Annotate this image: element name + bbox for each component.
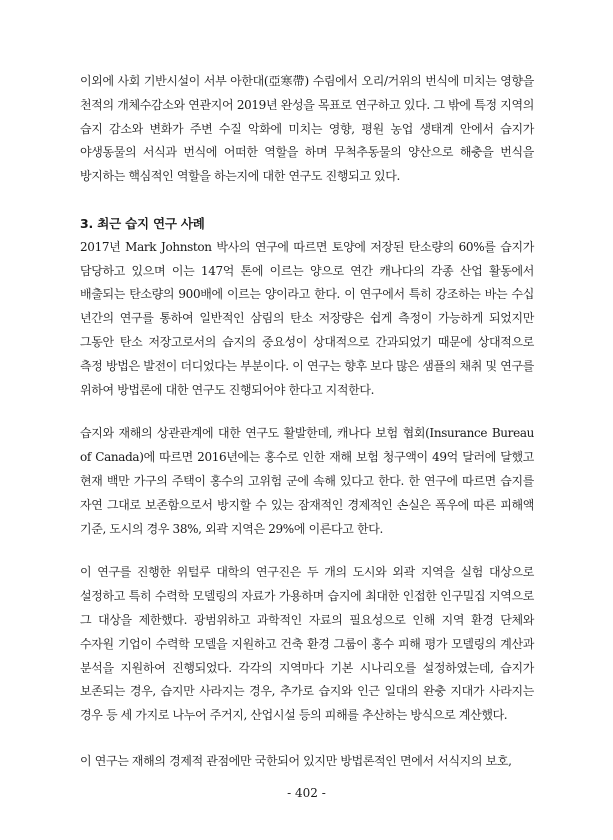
paragraph-flood-insurance: 습지와 재해의 상관관계에 대한 연구도 활발한데, 캐나다 보험 협회(Insurance Bureau of Canada)에 따르면 2016년에는 홍수로 인한 재해 보험 청구액이 49억 달러에 달했고 현재 백만 가구의 주택이 홍수의 고위험 군에 속해 있다고 한다. 한 연구에 따르면 습지를 자연 그대로 보존함으로서 방지할 수 있는 잠재적인 경제적인 손실은 폭우에 따른 피해액 기준, 도시의 경우 38%, 외곽 지역은 29%에 이른다고 한다. [80, 426, 534, 536]
paragraph-waterloo-study: 이 연구를 진행한 위털루 대학의 연구진은 두 개의 도시와 외곽 지역을 실험 대상으로 설정하고 특히 수력학 모델링의 자료가 가용하며 습지에 최대한 인접한 인구밀집 지역으로 그 대상을 제한했다. 광범위하고 과학적인 자료의 필요성으로 인해 지역 환경 단체와 수자원 기업이 수력학 모델을 지원하고 건축 환경 그룹이 홍수 피해 평가 모델링의 계산과 분석을 지원하여 진행되었다. 각각의 지역마다 기본 시나리오를 설정하였는데, 습지가 보존되는 경우, 습지만 사라지는 경우, 추가로 습지와 인근 일대의 완충 지대가 사라지는 경우 등 세 가지로 나누어 주거지, 산업시설 등의 피해를 추산하는 방식으로 계산했다. [80, 565, 534, 723]
page-number: - 402 - [287, 786, 326, 800]
paragraph-carbon-storage: 2017년 Mark Johnston 박사의 연구에 따르면 토양에 저장된 탄소량의 60%를 습지가 담당하고 있으며 이는 147억 톤에 이르는 양으로 연간 캐나다의 각종 산업 활동에서 배출되는 탄소량의 900배에 이르는 양이라고 한다. 이 연구에서 특히 강조하는 바는 수십 년간의 연구를 통하여 일반적인 삼림의 탄소 저장량은 쉽게 측정이 가능하게 되었지만 그동안 탄소 저장고로서의 습지의 중요성이 상대적으로 간과되었기 때문에 상대적으로 측정 방법은 발전이 더디었다는 부분이다. 이 연구는 향후 보다 많은 샘플의 채취 및 연구를 위하여 방법론에 대한 연구도 진행되어야 한다고 지적한다. [80, 239, 534, 397]
paragraph-methodology: 이 연구는 재해의 경제적 관점에만 국한되어 있지만 방법론적인 면에서 서식지의 보호, [80, 753, 512, 768]
document-body [80, 70, 534, 774]
section-heading: 3. 최근 습지 연구 사례 [80, 215, 205, 231]
paragraph-infrastructure-research: 이외에 사회 기반시설이 서부 아한대(亞寒帶) 수림에서 오리/거위의 번식에 미치는 영향을 천적의 개체수감소와 연관지어 2019년 완성을 목표로 연구하고 있다. 그 밖에 특정 지역의 습지 감소와 변화가 주변 수질 악화에 미치는 영향, 평원 농업 생태계 안에서 습지가 야생동물의 서식과 번식에 어떠한 역할을 하며 무척추동물의 양산으로 해충을 번식을 방지하는 핵심적인 역할을 하는지에 대한 연구도 진행되고 있다. [80, 74, 534, 184]
